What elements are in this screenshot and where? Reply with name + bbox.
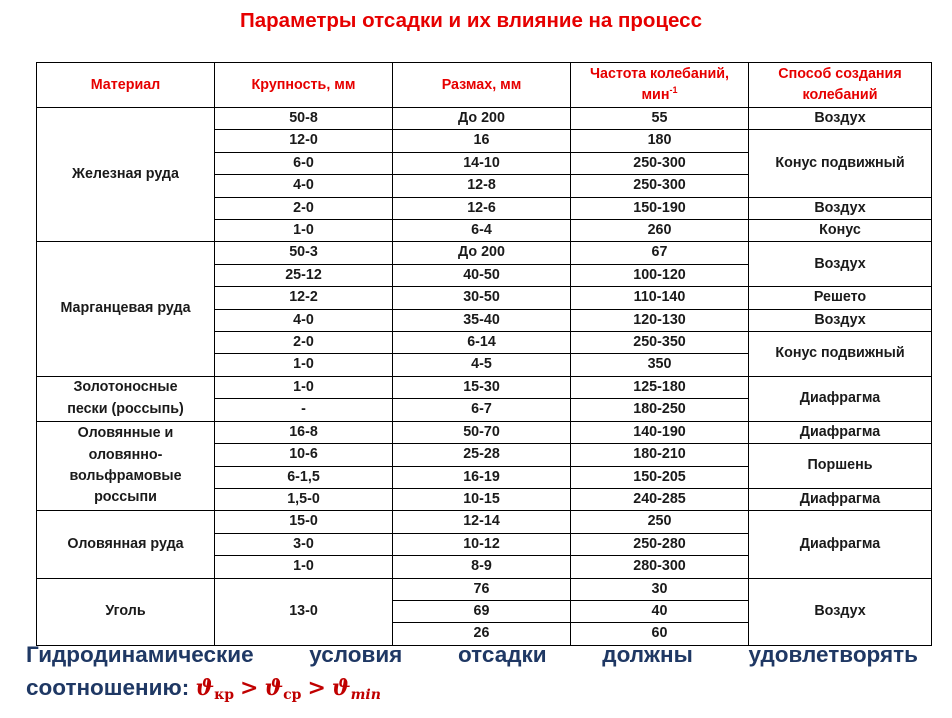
header-frequency-sup: -1 <box>669 85 678 96</box>
amplitude-cell: 50-70 <box>393 421 571 443</box>
header-method <box>749 63 932 108</box>
frequency-cell: 180 <box>571 130 749 152</box>
header-frequency <box>571 63 749 108</box>
size-cell: 10-6 <box>215 444 393 466</box>
size-cell: 50-8 <box>215 108 393 130</box>
header-frequency-line2: мин <box>641 87 670 103</box>
frequency-cell: 280-300 <box>571 556 749 578</box>
amplitude-cell: 16 <box>393 130 571 152</box>
method-cell: Воздух <box>749 578 932 645</box>
frequency-cell: 120-130 <box>571 309 749 331</box>
amplitude-cell: 76 <box>393 578 571 600</box>
conclusion-line-2 <box>26 675 381 703</box>
amplitude-cell: 40-50 <box>393 264 571 286</box>
amplitude-cell: 35-40 <box>393 309 571 331</box>
amplitude-cell: 6-4 <box>393 220 571 242</box>
amplitude-cell: 6-7 <box>393 399 571 421</box>
material-tinw-line2: оловянно- <box>88 446 163 463</box>
frequency-cell: 110-140 <box>571 287 749 309</box>
frequency-cell: 250-300 <box>571 175 749 197</box>
material-tinw-line4: россыпи <box>94 489 157 506</box>
amplitude-cell: 25-28 <box>393 444 571 466</box>
size-cell: 12-2 <box>215 287 393 309</box>
method-cell: Диафрагма <box>749 488 932 510</box>
table-header-row <box>37 63 932 108</box>
greater-than: > <box>240 675 259 701</box>
method-cell: Конус подвижный <box>749 332 932 377</box>
material-cell: Уголь <box>37 578 215 645</box>
method-cell: Воздух <box>749 309 932 331</box>
size-cell: 1,5-0 <box>215 488 393 510</box>
velocity-formula <box>195 675 380 701</box>
material-cell: Железная руда <box>37 108 215 242</box>
greater-than: > <box>307 675 326 701</box>
frequency-cell: 40 <box>571 600 749 622</box>
size-cell: 2-0 <box>215 332 393 354</box>
method-cell: Конус <box>749 220 932 242</box>
amplitude-cell: 26 <box>393 623 571 645</box>
amplitude-cell: 12-14 <box>393 511 571 533</box>
parameters-table <box>36 62 932 646</box>
size-cell: 50-3 <box>215 242 393 264</box>
method-cell: Решето <box>749 287 932 309</box>
frequency-cell: 250-300 <box>571 152 749 174</box>
amplitude-cell: 4-5 <box>393 354 571 376</box>
amplitude-cell: 6-14 <box>393 332 571 354</box>
size-cell: 6-1,5 <box>215 466 393 488</box>
material-cell <box>37 376 215 421</box>
amplitude-cell: 12-6 <box>393 197 571 219</box>
method-cell: Диафрагма <box>749 376 932 421</box>
frequency-cell: 250 <box>571 511 749 533</box>
amplitude-cell: 12-8 <box>393 175 571 197</box>
size-cell: 25-12 <box>215 264 393 286</box>
size-cell: 2-0 <box>215 197 393 219</box>
amplitude-cell: 16-19 <box>393 466 571 488</box>
material-cell: Оловянная руда <box>37 511 215 578</box>
header-method-line1: Способ создания <box>778 66 902 82</box>
frequency-cell: 140-190 <box>571 421 749 443</box>
table-row <box>37 421 932 443</box>
amplitude-cell: 10-12 <box>393 533 571 555</box>
frequency-cell: 67 <box>571 242 749 264</box>
size-cell: 15-0 <box>215 511 393 533</box>
conclusion-line-1 <box>26 642 918 668</box>
table-row <box>37 578 932 600</box>
method-cell: Воздух <box>749 108 932 130</box>
page-title: Параметры отсадки и их влияние на процесс <box>240 9 702 32</box>
size-cell: 1-0 <box>215 376 393 398</box>
table-row <box>37 108 932 130</box>
frequency-cell: 180-250 <box>571 399 749 421</box>
amplitude-cell: 8-9 <box>393 556 571 578</box>
subscript-min: min <box>350 687 381 703</box>
frequency-cell: 250-350 <box>571 332 749 354</box>
table-row <box>37 511 932 533</box>
material-tinw-line1: Оловянные и <box>77 425 174 442</box>
amplitude-cell: 14-10 <box>393 152 571 174</box>
frequency-cell: 250-280 <box>571 533 749 555</box>
header-frequency-line1: Частота колебаний, <box>589 66 730 82</box>
theta-symbol: ϑ <box>331 675 351 701</box>
method-cell: Конус подвижный <box>749 130 932 197</box>
material-gold-line1: Золотоносные <box>73 379 178 396</box>
conclusion-word: Гидродинамические <box>26 642 254 667</box>
table-row <box>37 376 932 398</box>
header-method-line2: колебаний <box>802 87 878 103</box>
size-cell: 1-0 <box>215 556 393 578</box>
conclusion-lead: соотношению: <box>26 675 190 700</box>
frequency-cell: 240-285 <box>571 488 749 510</box>
theta-symbol: ϑ <box>264 675 284 701</box>
method-cell: Воздух <box>749 242 932 287</box>
subscript-kr: кр <box>214 687 235 703</box>
method-cell: Воздух <box>749 197 932 219</box>
size-cell: 13-0 <box>215 578 393 645</box>
frequency-cell: 100-120 <box>571 264 749 286</box>
frequency-cell: 350 <box>571 354 749 376</box>
material-tinw-line3: вольфрамовые <box>69 468 182 484</box>
amplitude-cell: 10-15 <box>393 488 571 510</box>
frequency-cell: 30 <box>571 578 749 600</box>
method-cell: Поршень <box>749 444 932 489</box>
size-cell: 4-0 <box>215 309 393 331</box>
conclusion-word: должны <box>602 642 693 667</box>
size-cell: - <box>215 399 393 421</box>
amplitude-cell: 30-50 <box>393 287 571 309</box>
frequency-cell: 260 <box>571 220 749 242</box>
header-amplitude: Размах, мм <box>393 63 571 108</box>
size-cell: 12-0 <box>215 130 393 152</box>
header-material: Материал <box>37 63 215 108</box>
frequency-cell: 55 <box>571 108 749 130</box>
theta-symbol: ϑ <box>195 675 215 701</box>
table-row <box>37 242 932 264</box>
conclusion-word: условия <box>309 642 403 667</box>
amplitude-cell: До 200 <box>393 108 571 130</box>
method-cell: Диафрагма <box>749 511 932 578</box>
frequency-cell: 60 <box>571 623 749 645</box>
size-cell: 4-0 <box>215 175 393 197</box>
size-cell: 6-0 <box>215 152 393 174</box>
conclusion-word: отсадки <box>458 642 547 667</box>
material-cell: Марганцевая руда <box>37 242 215 376</box>
material-gold-line2: пески (россыпь) <box>67 400 184 417</box>
size-cell: 16-8 <box>215 421 393 443</box>
frequency-cell: 180-210 <box>571 444 749 466</box>
size-cell: 1-0 <box>215 354 393 376</box>
frequency-cell: 150-190 <box>571 197 749 219</box>
subscript-sr: ср <box>283 687 302 703</box>
amplitude-cell: До 200 <box>393 242 571 264</box>
amplitude-cell: 69 <box>393 600 571 622</box>
method-cell: Диафрагма <box>749 421 932 443</box>
header-size: Крупность, мм <box>215 63 393 108</box>
size-cell: 1-0 <box>215 220 393 242</box>
conclusion-word: удовлетворять <box>748 642 918 667</box>
frequency-cell: 125-180 <box>571 376 749 398</box>
frequency-cell: 150-205 <box>571 466 749 488</box>
material-cell <box>37 421 215 511</box>
amplitude-cell: 15-30 <box>393 376 571 398</box>
size-cell: 3-0 <box>215 533 393 555</box>
